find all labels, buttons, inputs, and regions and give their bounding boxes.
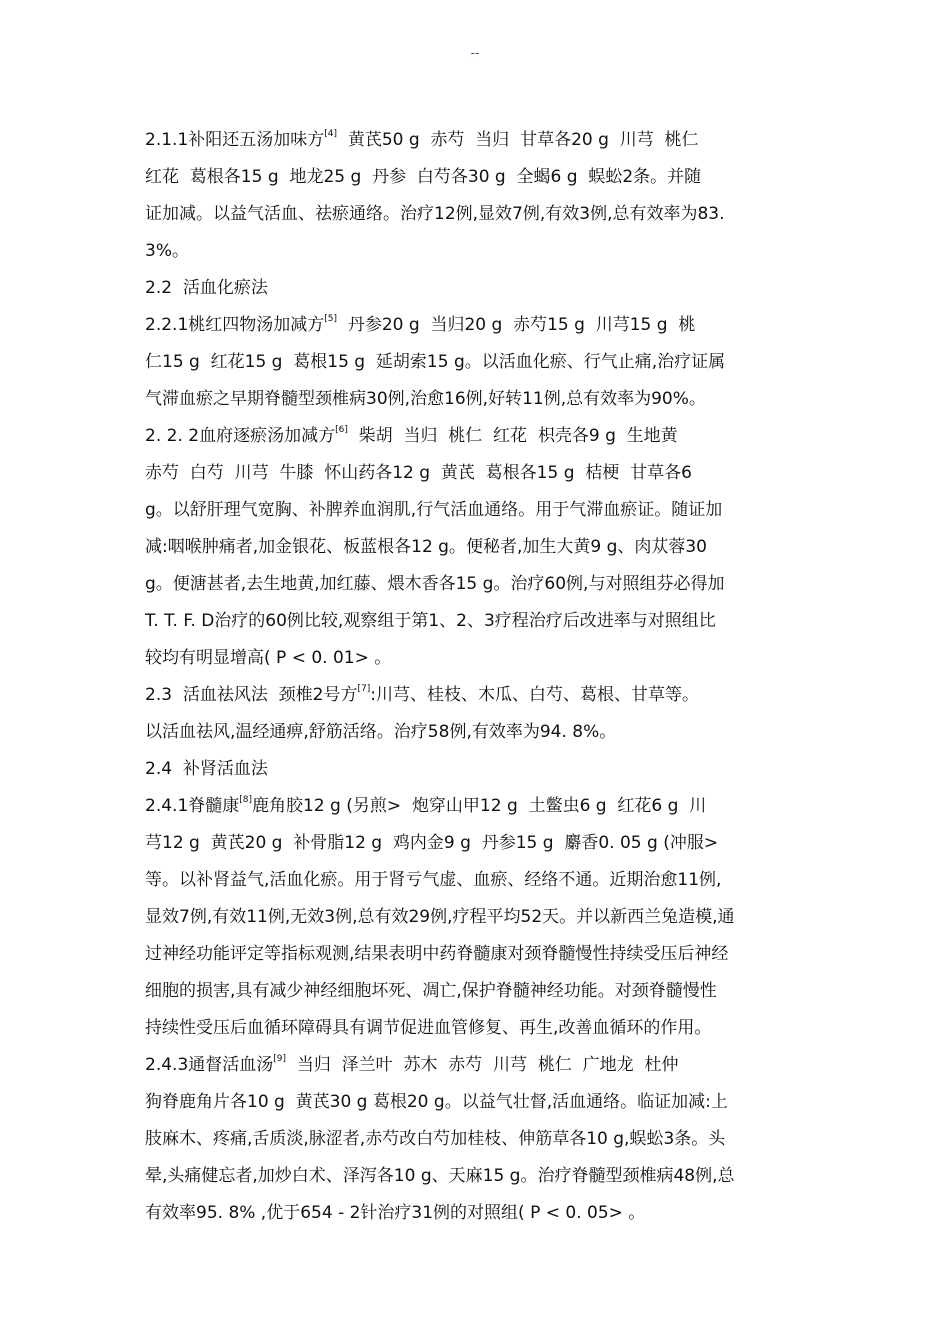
citation-ref: [5] bbox=[324, 314, 338, 324]
text-line bbox=[145, 529, 810, 566]
text-line bbox=[145, 381, 810, 418]
text-segment: 3%。 bbox=[145, 241, 189, 261]
text-segment: 2.4.3通督活血汤 bbox=[145, 1055, 274, 1075]
text-segment: 柴胡 当归 桃仁 红花 枳壳各9 g 生地黄 bbox=[347, 426, 678, 446]
citation-ref: [4] bbox=[324, 129, 338, 139]
text-segment: 持续性受压后血循环障碍具有调节促进血管修复、再生,改善血循环的作用。 bbox=[145, 1018, 712, 1038]
text-line bbox=[145, 1047, 810, 1084]
text-segment: 2.3 活血祛风法 颈椎2号方 bbox=[145, 685, 358, 705]
page-header-mark: -- bbox=[470, 46, 480, 60]
text-segment: 细胞的损害,具有减少神经细胞坏死、凋亡,保护脊髓神经功能。对颈脊髓慢性 bbox=[145, 981, 717, 1001]
text-segment: :川芎、桂枝、木瓜、白芍、葛根、甘草等。 bbox=[370, 685, 699, 705]
text-line bbox=[145, 270, 810, 307]
text-segment: g。便溏甚者,去生地黄,加红藤、煨木香各15 g。治疗60例,与对照组芬必得加 bbox=[145, 574, 725, 594]
text-line bbox=[145, 973, 810, 1010]
text-segment: 当归 泽兰叶 苏木 赤芍 川芎 桃仁 广地龙 杜仲 bbox=[286, 1055, 679, 1075]
text-line bbox=[145, 196, 810, 233]
text-segment: 肢麻木、疼痛,舌质淡,脉涩者,赤芍改白芍加桂枝、伸筋草各10 g,蜈蚣3条。头 bbox=[145, 1129, 726, 1149]
citation-ref: [9] bbox=[273, 1054, 287, 1064]
citation-ref: [6] bbox=[335, 425, 348, 435]
text-line bbox=[145, 825, 810, 862]
citation-ref: [7] bbox=[357, 684, 371, 694]
text-line bbox=[145, 936, 810, 973]
text-line bbox=[145, 788, 810, 825]
text-line bbox=[145, 122, 810, 159]
text-segment: 显效7例,有效11例,无效3例,总有效29例,疗程平均52天。并以新西兰兔造模,通 bbox=[145, 907, 735, 927]
text-segment: 晕,头痛健忘者,加炒白术、泽泻各10 g、天麻15 g。治疗脊髓型颈椎病48例,总 bbox=[145, 1166, 735, 1186]
text-segment: 鹿角胶12 g (另煎> 炮穿山甲12 g 土鳖虫6 g 红花6 g 川 bbox=[252, 796, 707, 816]
text-segment: 2.2.1桃红四物汤加减方 bbox=[145, 315, 325, 335]
text-segment: 2.1.1补阳还五汤加味方 bbox=[145, 130, 325, 150]
text-line bbox=[145, 751, 810, 788]
citation-ref: [8] bbox=[239, 795, 253, 805]
text-segment: 证加减。以益气活血、祛瘀通络。治疗12例,显效7例,有效3例,总有效率为83. bbox=[145, 204, 725, 224]
text-line bbox=[145, 492, 810, 529]
text-segment: 过神经功能评定等指标观测,结果表明中药脊髓康对颈脊髓慢性持续受压后神经 bbox=[145, 944, 729, 964]
text-segment: 减:咽喉肿痛者,加金银花、板蓝根各12 g。便秘者,加生大黄9 g、肉苁蓉30 bbox=[145, 537, 708, 557]
text-segment: 黄芪50 g 赤芍 当归 甘草各20 g 川芎 桃仁 bbox=[337, 130, 699, 150]
text-segment: 较均有明显增高( P < 0. 01> 。 bbox=[145, 648, 392, 668]
text-line bbox=[145, 233, 810, 270]
text-line bbox=[145, 566, 810, 603]
text-segment: 以活血祛风,温经通痹,舒筋活络。治疗58例,有效率为94. 8%。 bbox=[145, 722, 617, 742]
text-line bbox=[145, 1121, 810, 1158]
text-segment: 红花 葛根各15 g 地龙25 g 丹参 白芍各30 g 全蝎6 g 蜈蚣2条。并随 bbox=[145, 167, 702, 187]
text-line bbox=[145, 677, 810, 714]
text-line bbox=[145, 307, 810, 344]
text-segment: g。以舒肝理气宽胸、补脾养血润肌,行气活血通络。用于气滞血瘀证。随证加 bbox=[145, 500, 723, 520]
text-segment: 气滞血瘀之早期脊髓型颈椎病30例,治愈16例,好转11例,总有效率为90%。 bbox=[145, 389, 706, 409]
text-line bbox=[145, 899, 810, 936]
text-segment: 2.4 补肾活血法 bbox=[145, 759, 268, 779]
text-line bbox=[145, 1195, 810, 1232]
text-segment: 有效率95. 8% ,优于654 - 2针治疗31例的对照组( P < 0. 05> 。 bbox=[145, 1203, 646, 1223]
text-line bbox=[145, 418, 810, 455]
text-line bbox=[145, 640, 810, 677]
text-segment: 等。以补肾益气,活血化瘀。用于肾亏气虚、血瘀、经络不通。近期治愈11例, bbox=[145, 870, 722, 890]
text-segment: 仁15 g 红花15 g 葛根15 g 延胡索15 g。以活血化瘀、行气止痛,治疗证属 bbox=[145, 352, 726, 372]
text-segment: 赤芍 白芍 川芎 牛膝 怀山药各12 g 黄芪 葛根各15 g 桔梗 甘草各6 bbox=[145, 463, 692, 483]
text-segment: 2.2 活血化瘀法 bbox=[145, 278, 268, 298]
text-line bbox=[145, 714, 810, 751]
document-body bbox=[145, 122, 810, 1232]
text-segment: T. T. F. D治疗的60例比较,观察组于第1、2、3疗程治疗后改进率与对照组比 bbox=[145, 611, 716, 631]
text-line bbox=[145, 603, 810, 640]
text-segment: 2. 2. 2血府逐瘀汤加减方 bbox=[145, 426, 336, 446]
text-segment: 2.4.1脊髓康 bbox=[145, 796, 240, 816]
text-segment: 丹参20 g 当归20 g 赤芍15 g 川芎15 g 桃 bbox=[337, 315, 696, 335]
text-line bbox=[145, 344, 810, 381]
text-line bbox=[145, 1158, 810, 1195]
text-segment: 狗脊鹿角片各10 g 黄芪30 g 葛根20 g。以益气壮督,活血通络。临证加减:上 bbox=[145, 1092, 728, 1112]
text-line bbox=[145, 159, 810, 196]
text-line bbox=[145, 862, 810, 899]
text-line bbox=[145, 1084, 810, 1121]
text-segment: 芎12 g 黄芪20 g 补骨脂12 g 鸡内金9 g 丹参15 g 麝香0. 05 g (冲服> bbox=[145, 833, 719, 853]
text-line bbox=[145, 1010, 810, 1047]
text-line bbox=[145, 455, 810, 492]
